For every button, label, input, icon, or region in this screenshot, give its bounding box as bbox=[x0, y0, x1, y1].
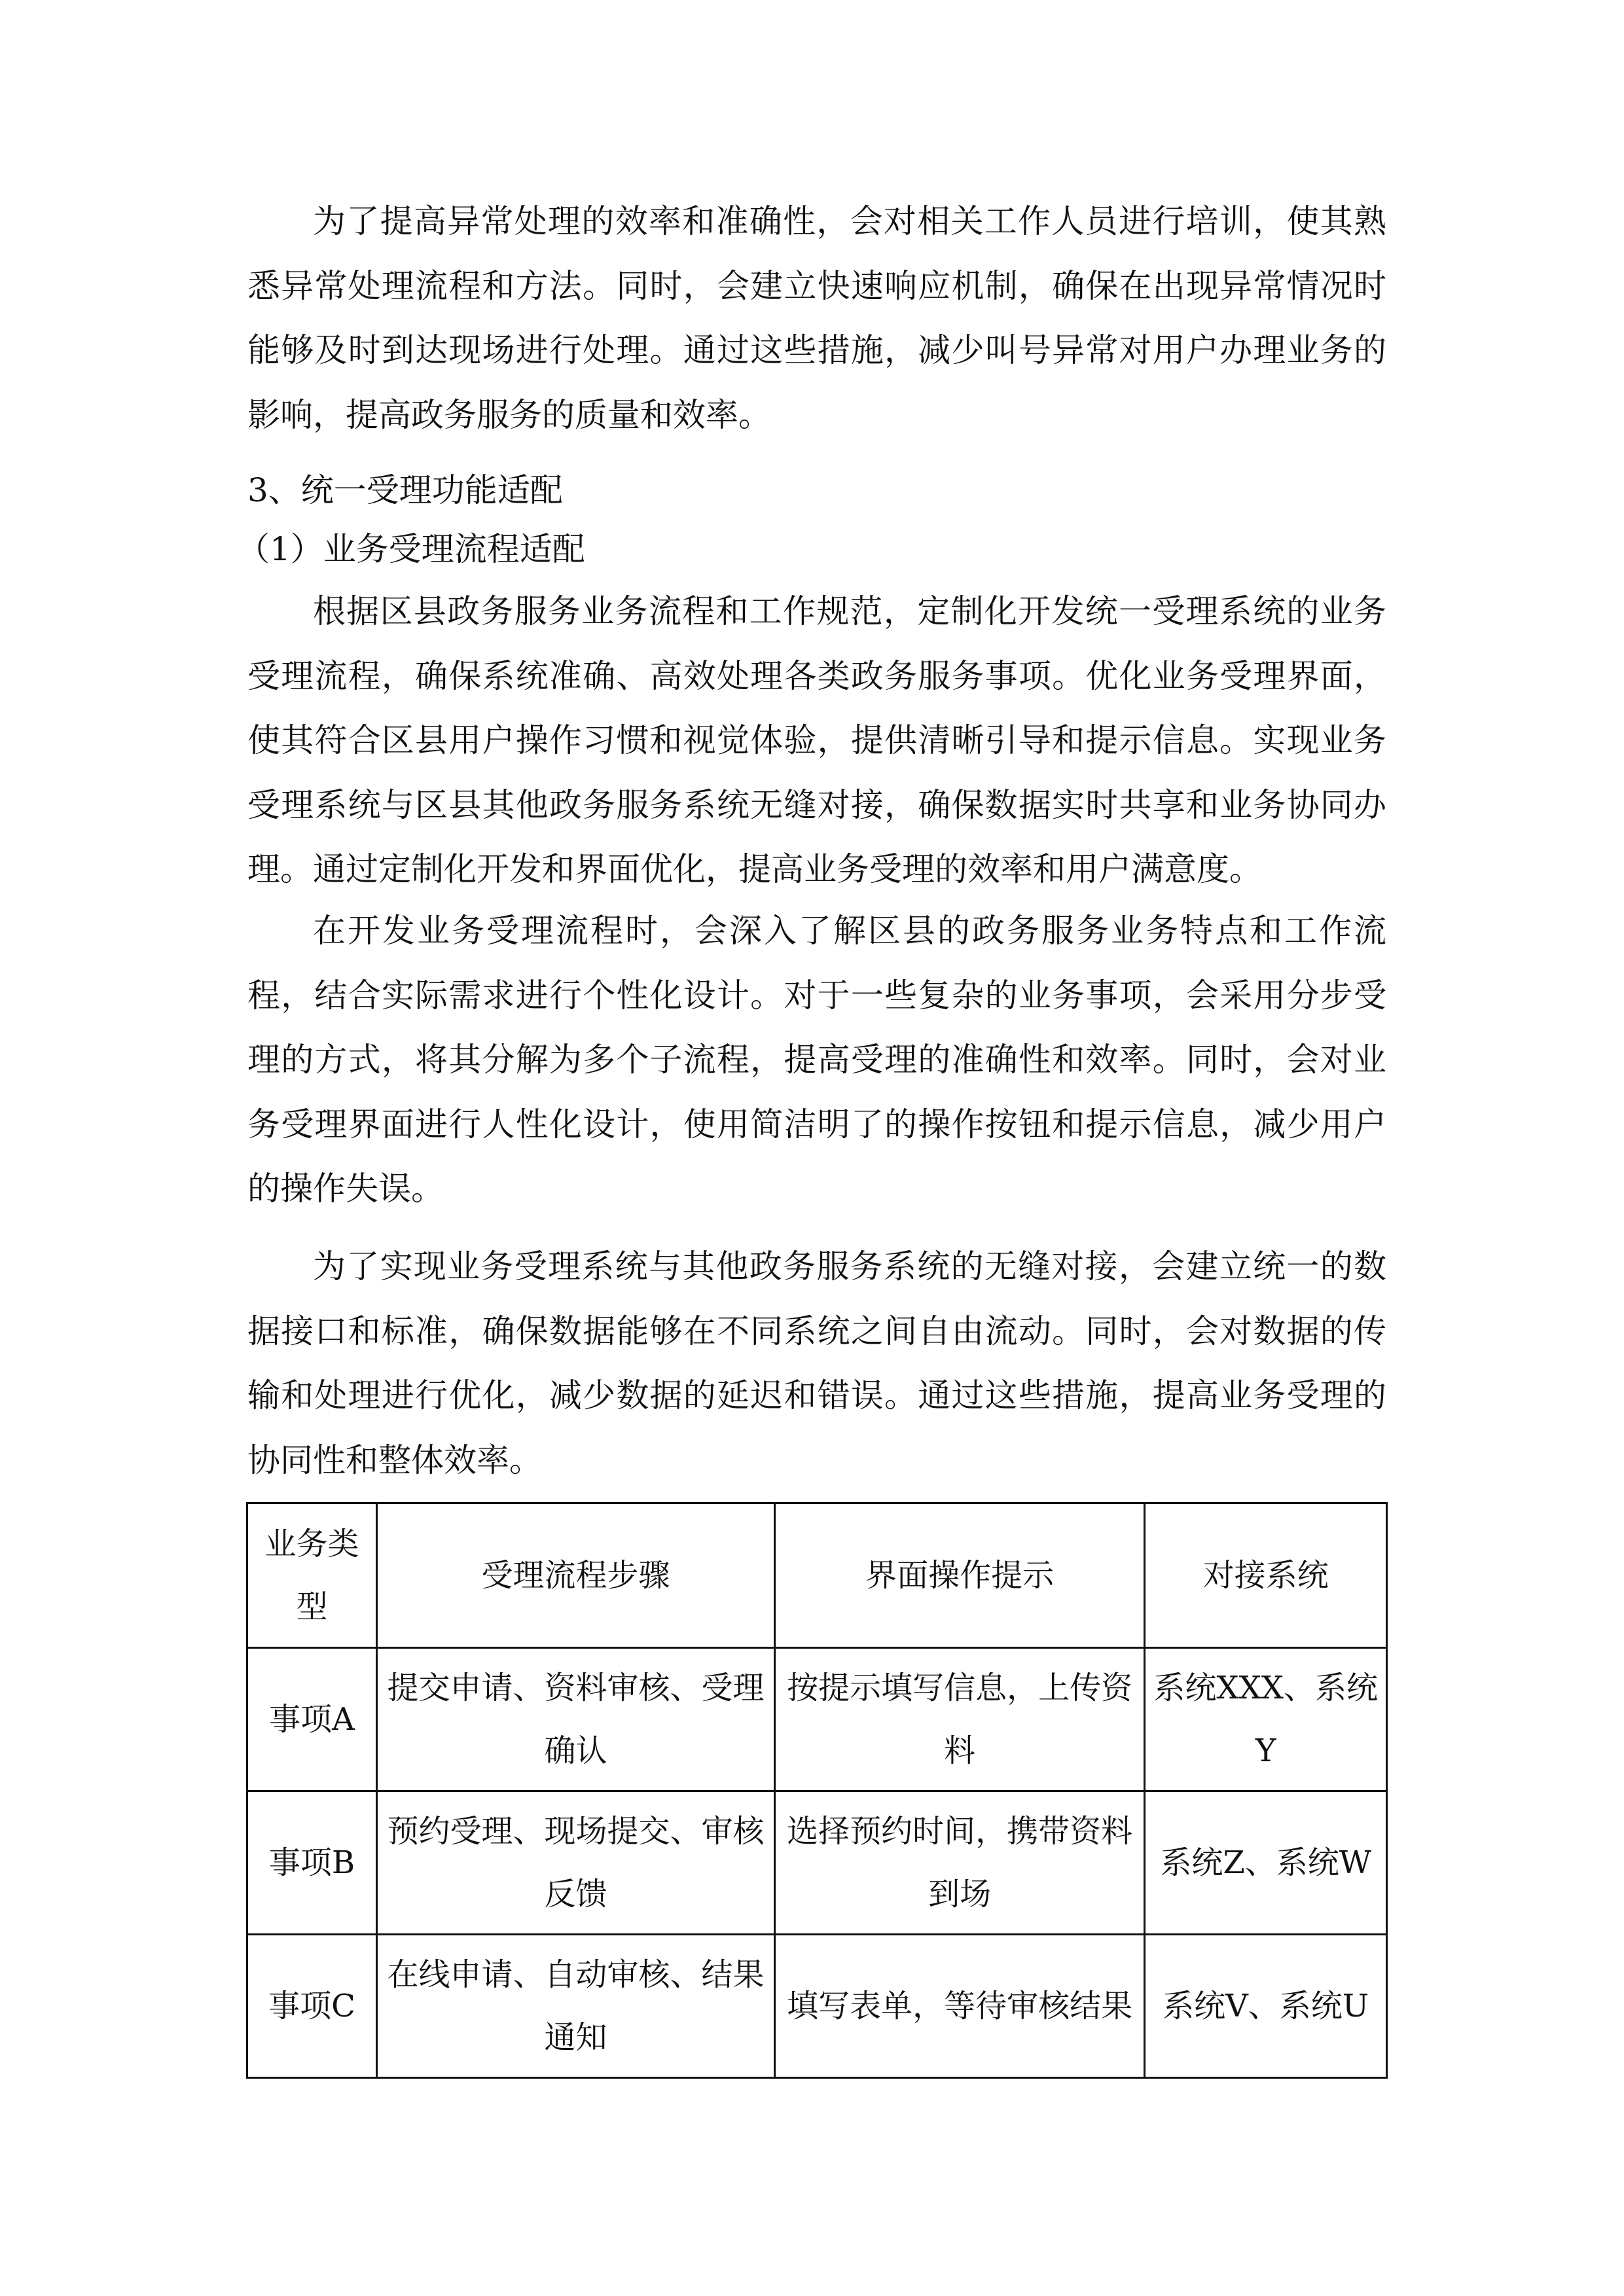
header-cell: 受理流程步骤 bbox=[377, 1503, 775, 1648]
paragraph-exception-training bbox=[247, 189, 1386, 447]
text-line: 在开发业务受理流程时，会深入了解区县的政务服务业务特点和工作流 bbox=[313, 912, 1386, 950]
table-cell: 选择预约时间，携带资料到场 bbox=[774, 1791, 1145, 1935]
table-cell: 预约受理、现场提交、审核反馈 bbox=[377, 1791, 775, 1935]
table-cell: 系统V、系统U bbox=[1145, 1935, 1387, 2078]
table-cell: 事项B bbox=[247, 1791, 377, 1935]
text-line: 务受理界面进行人性化设计，使用简洁明了的操作按钮和提示信息，减少用户 bbox=[247, 1105, 1386, 1143]
text-line: 能够及时到达现场进行处理。通过这些措施，减少叫号异常对用户办理业务的 bbox=[247, 331, 1386, 369]
text-line: 程，结合实际需求进行个性化设计。对于一些复杂的业务事项，会采用分步受 bbox=[247, 976, 1386, 1014]
table-row bbox=[247, 1648, 1387, 1791]
text-line: 输和处理进行优化，减少数据的延迟和错误。通过这些措施，提高业务受理的 bbox=[247, 1376, 1386, 1414]
business-acceptance-table bbox=[246, 1502, 1388, 2079]
text-line: 悉异常处理流程和方法。同时，会建立快速响应机制，确保在出现异常情况时 bbox=[247, 266, 1386, 305]
table-row bbox=[247, 1935, 1387, 2078]
section-heading: 3、统一受理功能适配 bbox=[247, 471, 563, 509]
text-line: 理。通过定制化开发和界面优化，提高业务受理的效率和用户满意度。 bbox=[247, 850, 1262, 888]
header-cell: 界面操作提示 bbox=[774, 1503, 1145, 1648]
table-cell: 事项A bbox=[247, 1648, 377, 1791]
text-line: 协同性和整体效率。 bbox=[247, 1441, 542, 1479]
header-cell: 业务类型 bbox=[247, 1503, 377, 1648]
text-line: 的操作失误。 bbox=[247, 1170, 444, 1208]
table-row bbox=[247, 1791, 1387, 1935]
table-cell: 在线申请、自动审核、结果通知 bbox=[377, 1935, 775, 2078]
table-cell: 事项C bbox=[247, 1935, 377, 2078]
table-cell: 提交申请、资料审核、受理确认 bbox=[377, 1648, 775, 1791]
table-cell: 系统Z、系统W bbox=[1145, 1791, 1387, 1935]
text-line: 据接口和标准，确保数据能够在不同系统之间自由流动。同时，会对数据的传 bbox=[247, 1312, 1386, 1350]
paragraph-process-design bbox=[247, 899, 1386, 1221]
text-line: 受理流程，确保系统准确、高效处理各类政务服务事项。优化业务受理界面， bbox=[247, 656, 1386, 695]
table-cell: 按提示填写信息，上传资料 bbox=[774, 1648, 1145, 1791]
text-line: 受理系统与区县其他政务服务系统无缝对接，确保数据实时共享和业务协同办 bbox=[247, 785, 1386, 824]
subsection-heading: （1）业务受理流程适配 bbox=[237, 530, 585, 568]
paragraph-process-customization bbox=[247, 579, 1386, 902]
paragraph-system-integration bbox=[247, 1234, 1386, 1492]
table-cell: 系统XXX、系统Y bbox=[1145, 1648, 1387, 1791]
header-cell: 对接系统 bbox=[1145, 1503, 1387, 1648]
text-line: 使其符合区县用户操作习惯和视觉体验，提供清晰引导和提示信息。实现业务 bbox=[247, 721, 1386, 759]
table-header-row bbox=[247, 1503, 1387, 1648]
text-line: 影响，提高政务服务的质量和效率。 bbox=[247, 395, 771, 434]
text-line: 为了实现业务受理系统与其他政务服务系统的无缝对接，会建立统一的数 bbox=[313, 1247, 1386, 1285]
text-line: 为了提高异常处理的效率和准确性，会对相关工作人员进行培训，使其熟 bbox=[313, 202, 1386, 240]
text-line: 根据区县政务服务业务流程和工作规范，定制化开发统一受理系统的业务 bbox=[313, 592, 1386, 630]
text-line: 理的方式，将其分解为多个子流程，提高受理的准确性和效率。同时，会对业 bbox=[247, 1041, 1386, 1079]
table-cell: 填写表单，等待审核结果 bbox=[774, 1935, 1145, 2078]
